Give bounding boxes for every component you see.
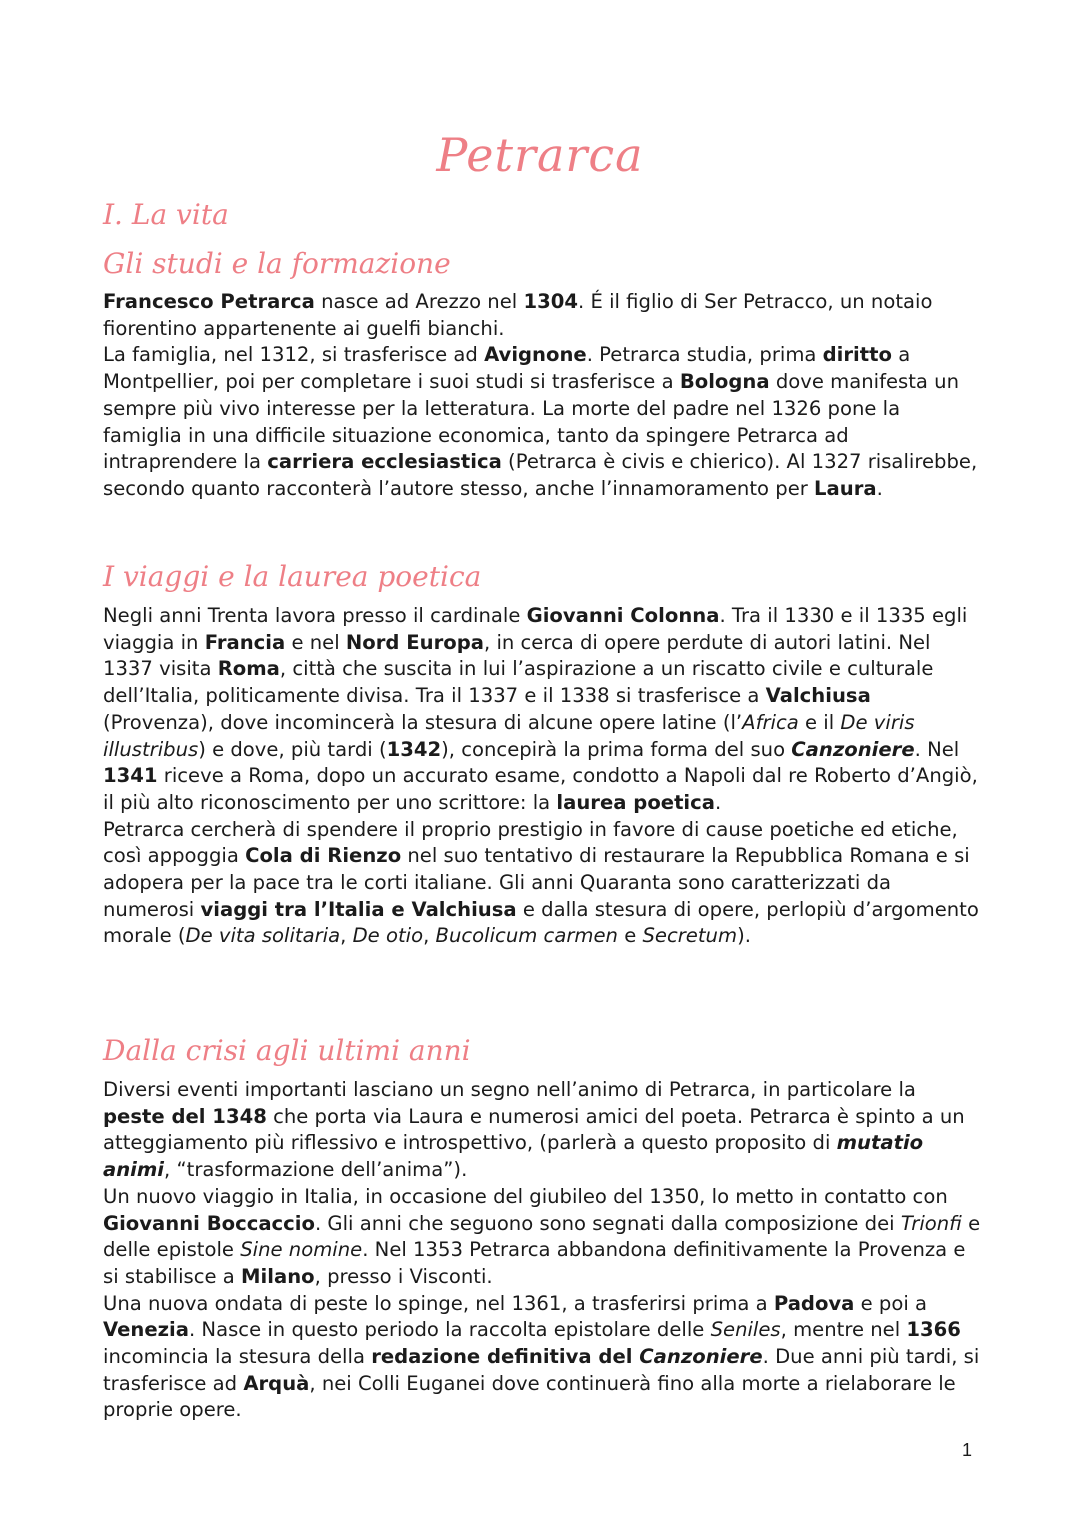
paragraph xyxy=(103,1077,983,1184)
text-run: Canzoniere xyxy=(639,1345,763,1369)
text-run: nel suo tentativo di restaurare la Repubblica Romana e si adopera per la pace tra le corti italiane. Gli anni Quaranta sono caratterizzati da numerosi xyxy=(103,844,970,921)
text-run: , città che suscita in lui l’aspirazione a un riscatto civile e culturale dell’Italia, politicamente divisa. Tra il 1337 e il 1338 si trasferisce a xyxy=(103,657,934,708)
text-run: . Nel 1353 Petrarca abbandona definitivamente la Provenza e si stabilisce a xyxy=(103,1238,966,1288)
text-run: Cola di Rienzo xyxy=(245,844,402,868)
page-number: 1 xyxy=(962,1440,973,1460)
paragraph xyxy=(103,1291,983,1425)
text-run: peste del 1348 xyxy=(103,1104,267,1128)
text-run: ). xyxy=(737,924,751,948)
subheading-viaggi: I viaggi e la laurea poetica xyxy=(103,560,482,593)
text-run: Francia xyxy=(204,630,286,654)
text-run: Valchiusa xyxy=(765,684,871,708)
text-run: Africa xyxy=(742,710,799,734)
text-run: Milano xyxy=(241,1264,315,1288)
text-run: (Provenza), dove incomincerà la stesura di alcune opere latine (l’ xyxy=(103,710,743,734)
text-run: 1341 xyxy=(103,764,158,788)
text-run: e delle epistole xyxy=(103,1211,981,1262)
text-run: , xyxy=(423,924,436,948)
text-run: viaggi tra l’Italia e Valchiusa xyxy=(200,897,517,921)
text-run: Padova xyxy=(773,1291,855,1315)
text-run: . xyxy=(714,790,722,814)
subheading-studi: Gli studi e la formazione xyxy=(103,247,451,280)
text-run: nasce ad Arezzo nel xyxy=(314,290,524,313)
text-run: De otio xyxy=(352,924,424,948)
text-run: Roma xyxy=(217,657,280,681)
page-title: Petrarca xyxy=(436,128,644,182)
paragraph xyxy=(103,1184,983,1291)
text-run: laurea poetica xyxy=(556,790,715,814)
text-run: e il xyxy=(798,710,841,734)
text-run: Bucolicum carmen xyxy=(435,924,618,948)
text-run: 1304 xyxy=(523,290,578,313)
text-run: Francesco Petrarca xyxy=(103,290,315,313)
text-run: e nel xyxy=(285,630,346,654)
text-block-3 xyxy=(103,1077,983,1424)
section-heading: I. La vita xyxy=(103,198,229,231)
text-block-2 xyxy=(103,603,983,950)
text-run: , “trasformazione dell’anima”). xyxy=(164,1158,468,1182)
subheading-crisi: Dalla crisi agli ultimi anni xyxy=(103,1034,471,1067)
text-run: Una nuova ondata di peste lo spinge, nel 1361, a trasferirsi prima a xyxy=(103,1291,774,1315)
text-run: De viris illustribus xyxy=(103,710,915,761)
text-run: che porta via Laura e numerosi amici del poeta. Petrarca è spinto a un atteggiamento più riflessivo e introspettivo, (parlerà a questo proposito di xyxy=(103,1104,965,1155)
paragraph xyxy=(103,603,983,817)
text-run: e poi a xyxy=(854,1291,928,1315)
text-run: Arquà xyxy=(243,1371,310,1395)
text-run: a Montpellier, poi per completare i suoi studi si trasferisce a xyxy=(103,343,911,394)
text-run: , presso i Visconti. xyxy=(314,1264,493,1288)
text-run: Venezia xyxy=(103,1318,189,1342)
text-run: Canzoniere xyxy=(791,737,915,761)
paragraph xyxy=(103,342,983,502)
text-run: Laura xyxy=(814,476,877,500)
text-run: 1366 xyxy=(906,1318,961,1342)
text-run: incomincia la stesura della xyxy=(103,1345,372,1369)
text-run: ), concepirà la prima forma del suo xyxy=(441,737,792,761)
text-run: Nord Europa xyxy=(345,630,484,654)
text-run: mutatio animi xyxy=(103,1131,924,1182)
text-run: , nei Colli Euganei dove continuerà fino alla morte a rielaborare le proprie opere. xyxy=(103,1371,956,1422)
text-run: carriera ecclesiastica xyxy=(267,450,502,474)
text-run: Diversi eventi importanti lasciano un segno nell’animo di Petrarca, in particolare la xyxy=(103,1078,916,1101)
paragraph xyxy=(103,289,983,342)
text-run: Un nuovo viaggio in Italia, in occasione del giubileo del 1350, lo metto in contatto con xyxy=(103,1184,948,1208)
text-run: . Nasce in questo periodo la raccolta epistolare delle xyxy=(188,1318,711,1342)
text-run: Negli anni Trenta lavora presso il cardinale xyxy=(103,604,527,627)
text-run: . É il figlio di Ser Petracco, un notaio fiorentino appartenente ai guelfi bianchi. xyxy=(103,290,933,340)
text-run: , mentre nel xyxy=(780,1318,907,1342)
text-run: . Gli anni che seguono sono segnati dalla composizione dei xyxy=(314,1211,901,1235)
text-run: dove manifesta un sempre più vivo interesse per la letteratura. La morte del padre nel 1326 pone la famiglia in una difficile situazione economica, tanto da spingere Petrarca ad intraprendere la xyxy=(103,370,959,474)
text-block-1 xyxy=(103,289,983,503)
text-run: Bologna xyxy=(679,370,770,394)
text-run: Seniles xyxy=(710,1318,781,1342)
text-run: Petrarca cercherà di spendere il proprio prestigio in favore di cause poetiche ed etiche, così appoggia xyxy=(103,817,958,868)
text-run: . Due anni più tardi, si trasferisce ad xyxy=(103,1345,980,1395)
paragraph xyxy=(103,817,983,951)
text-run: e dalla stesura di opere, perlopiù d’argomento morale ( xyxy=(103,897,979,948)
text-run: . xyxy=(876,476,883,500)
text-run: Secretum xyxy=(642,924,738,948)
text-run: Giovanni Colonna xyxy=(526,604,720,627)
text-run: , in cerca di opere perdute di autori latini. Nel 1337 visita xyxy=(103,630,931,681)
text-run: , xyxy=(340,924,353,948)
text-run: e xyxy=(617,924,643,948)
text-run: . Tra il 1330 e il 1335 egli viaggia in xyxy=(103,604,968,654)
text-run: diritto xyxy=(822,343,892,367)
text-run: 1342 xyxy=(386,737,442,761)
text-run: Avignone xyxy=(484,343,587,367)
text-run: Sine nomine xyxy=(240,1238,363,1262)
text-run: riceve a Roma, dopo un accurato esame, condotto a Napoli dal re Roberto d’Angiò, il più alto riconoscimento per uno scrittore: la xyxy=(103,764,978,814)
text-run: La famiglia, nel 1312, si trasferisce ad xyxy=(103,343,485,367)
text-run: Trionfi xyxy=(900,1211,962,1235)
text-run: . Nel xyxy=(914,737,960,761)
text-run: De vita solitaria xyxy=(185,924,341,948)
text-run: redazione definitiva del xyxy=(371,1345,640,1369)
text-run: ) e dove, più tardi ( xyxy=(198,737,387,761)
text-run: Giovanni Boccaccio xyxy=(103,1211,315,1235)
text-run: . Petrarca studia, prima xyxy=(586,343,823,367)
text-run: (Petrarca è civis e chierico). Al 1327 risalirebbe, secondo quanto racconterà l’autore stesso, anche l’innamoramento per xyxy=(103,450,978,500)
